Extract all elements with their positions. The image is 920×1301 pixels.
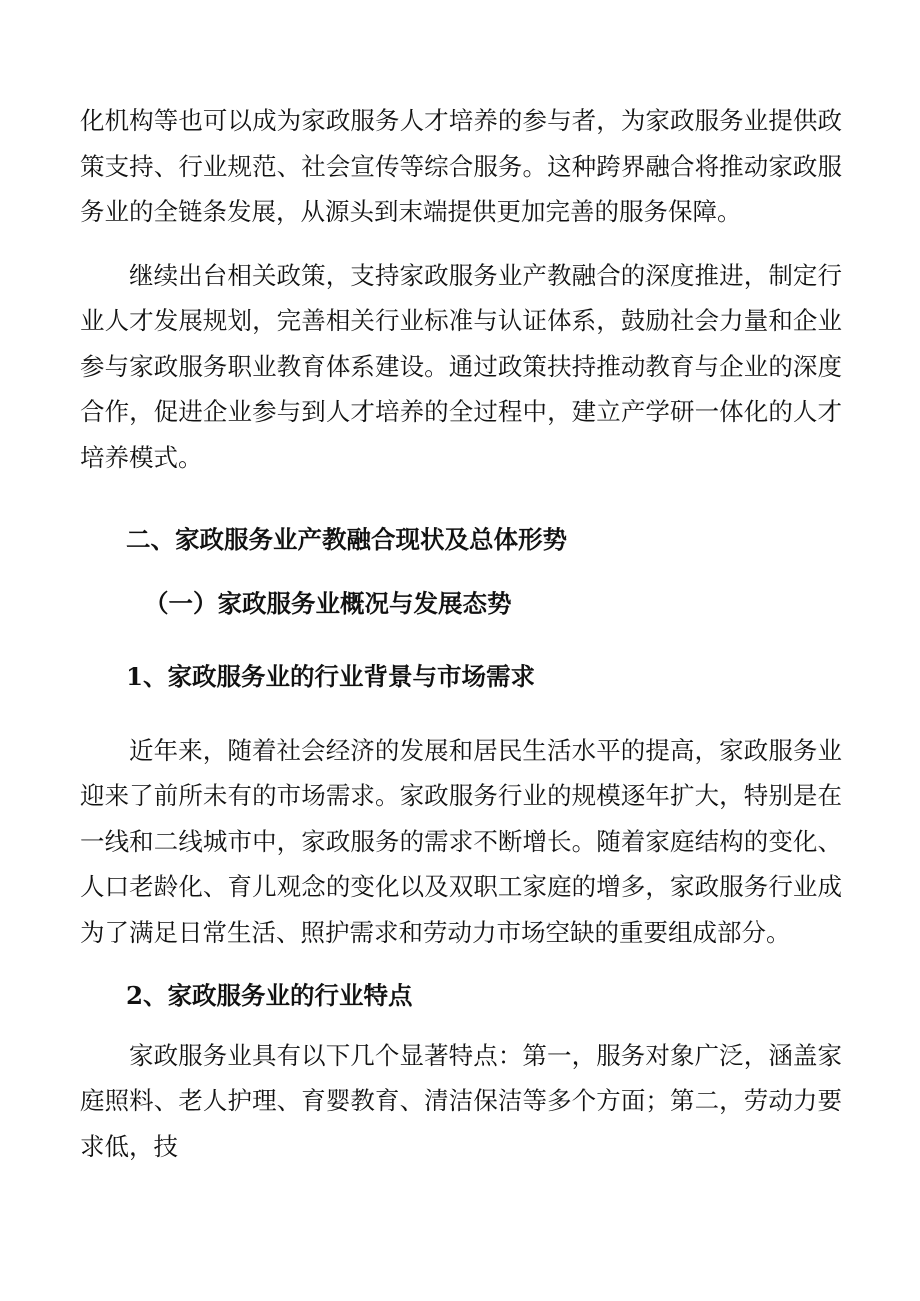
paragraph-policy-support: 继续出台相关政策，支持家政服务业产教融合的深度推进，制定行业人才发展规划，完善相关行业标准与认证体系，鼓励社会力量和企业参与家政服务职业教育体系建设。通过政策扶持推动教育与企业的深度合作，促进企业参与到人才培养的全过程中，建立产学研一体化的人才培养模式。: [80, 260, 842, 472]
item-heading-background: 1、家政服务业的行业背景与市场需求: [126, 662, 536, 691]
paragraph-market-demand: 近年来，随着社会经济的发展和居民生活水平的提高，家政服务业迎来了前所未有的市场需求。家政服务行业的规模逐年扩大，特别是在一线和二线城市中，家政服务的需求不断增长。随着家庭结构的变化、人口老龄化、育儿观念的变化以及双职工家庭的增多，家政服务行业成为了满足日常生活、照护需求和劳动力市场空缺的重要组成部分。: [80, 735, 842, 947]
paragraph-characteristics: 家政服务业具有以下几个显著特点：第一，服务对象广泛，涵盖家庭照料、老人护理、育婴教育、清洁保洁等多个方面；第二，劳动力要求低，技: [80, 1040, 842, 1161]
document-body: [80, 98, 842, 1169]
paragraph-continuation: 化机构等也可以成为家政服务人才培养的参与者，为家政服务业提供政策支持、行业规范、社会宣传等综合服务。这种跨界融合将推动家政服务业的全链条发展，从源头到末端提供更加完善的服务保障。: [80, 106, 842, 226]
subsection-heading: （一）家政服务业概况与发展态势: [144, 588, 512, 618]
item-heading-characteristics: 2、家政服务业的行业特点: [126, 981, 413, 1010]
section-heading: 二、家政服务业产教融合现状及总体形势: [126, 525, 567, 554]
